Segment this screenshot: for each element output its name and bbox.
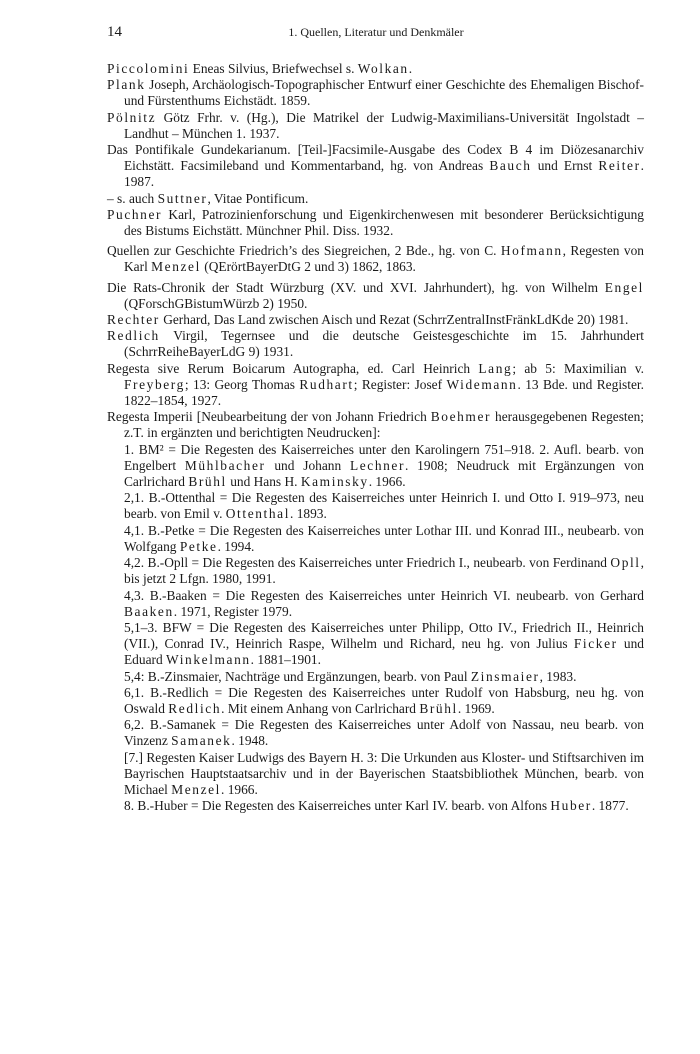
entry-text: , Regesten von Karl bbox=[124, 243, 644, 275]
regesta-sub-entry bbox=[107, 555, 644, 587]
entry-text: Das Pontifikale Gundekarianum. [Teil-]Facsimile-Ausgabe des Codex B 4 im Diözesanarchiv Eichstätt. Facsimileband und Kommentarband, hg. von Andreas bbox=[107, 142, 644, 174]
bibliography-entry bbox=[107, 61, 644, 77]
spaced-author-name: Suttner bbox=[157, 190, 208, 206]
regesta-sub-entry bbox=[107, 669, 644, 685]
bibliography-entry bbox=[107, 312, 644, 328]
entry-text: 4,2. B.-Opll = Die Regesten des Kaiserreiches unter Friedrich I., neubearb. von Ferdinand bbox=[124, 555, 611, 571]
regesta-sub-entry bbox=[107, 685, 644, 717]
spaced-author-name: Kaminsky bbox=[300, 474, 369, 490]
bibliography-entry bbox=[107, 77, 644, 109]
bibliography-entry bbox=[107, 280, 644, 312]
regesta-sub-entry bbox=[107, 490, 644, 522]
entry-text: . 1877. bbox=[591, 798, 629, 814]
spaced-author-name: Samanek bbox=[171, 733, 232, 749]
entry-text: . 1971, Register 1979. bbox=[173, 603, 293, 619]
entry-text: . 1969. bbox=[457, 700, 495, 716]
bibliography-entry bbox=[107, 191, 644, 207]
regesta-sub-entry bbox=[107, 442, 644, 491]
entry-text: 8. B.-Huber = Die Regesten des Kaiserreiches unter Karl IV. bearb. von Alfons bbox=[124, 798, 551, 814]
spaced-author-name: Pölnitz bbox=[107, 109, 157, 125]
spaced-author-name: Mühlbacher bbox=[184, 457, 266, 473]
entry-text: 6,1. B.-Redlich = Die Regesten des Kaiserreiches unter Rudolf von Habsburg, neu hg. von Oswald bbox=[124, 684, 644, 716]
entry-text: und Eduard bbox=[124, 636, 644, 668]
regesta-sub-entry bbox=[107, 750, 644, 799]
spaced-author-name: Puchner bbox=[107, 206, 163, 222]
entry-text: . 1893. bbox=[290, 506, 327, 522]
spaced-author-name: Engel bbox=[604, 279, 644, 295]
bibliography-entries bbox=[107, 61, 644, 442]
entry-text: . 1966. bbox=[221, 781, 258, 797]
spaced-author-name: Plank bbox=[107, 77, 146, 93]
entry-text: ; ab 5: Maximilian v. bbox=[512, 360, 644, 376]
spaced-author-name: Freyberg bbox=[124, 376, 185, 392]
entry-text: Regesta sive Rerum Boicarum Autographa, ed. Carl Heinrich bbox=[107, 360, 479, 376]
spaced-author-name: Lechner bbox=[349, 457, 406, 473]
entry-text: ; Register: Josef bbox=[353, 376, 447, 392]
spaced-author-name: Opll bbox=[610, 555, 641, 571]
bibliography-entry bbox=[107, 328, 644, 360]
entry-text: . Mit einem Anhang von Carlrichard bbox=[221, 700, 420, 716]
spaced-author-name: Hofmann bbox=[500, 243, 563, 259]
page-number: 14 bbox=[107, 24, 122, 40]
entry-text: 1. BM² = Die Regesten des Kaiserreiches unter den Karolingern 751–918. 2. Aufl. bearb. von Engelbert bbox=[124, 441, 644, 473]
bibliography-entry bbox=[107, 409, 644, 441]
spaced-author-name: Redlich bbox=[107, 328, 160, 344]
spaced-author-name: Rechter bbox=[107, 312, 160, 328]
spaced-author-name: Ottenthal bbox=[225, 506, 291, 522]
entry-text: 5,4: B.-Zinsmaier, Nachträge und Ergänzungen, bearb. von Paul bbox=[124, 668, 471, 684]
entry-text: Joseph, Archäologisch-Topographischer Entwurf einer Geschichte des Ehemaligen Bischof- und Fürstenthums Eichstädt. 1859. bbox=[124, 77, 644, 109]
entry-text: 2,1. B.-Ottenthal = Die Regesten des Kaiserreiches unter Heinrich I. und Otto I. 919–973, neu bearb. von Emil v. bbox=[124, 490, 644, 522]
entry-text: . 1948. bbox=[231, 733, 269, 749]
spaced-author-name: Wolkan bbox=[357, 61, 409, 76]
spaced-author-name: Winkelmann bbox=[166, 652, 251, 668]
entry-text: Karl, Patrozinienforschung und Eigenkirchenwesen mit besonderer Berücksichtigung des Bistums Eichstätt. Münchner Phil. Diss. 1932. bbox=[124, 206, 644, 239]
entry-text: herausgegebenen Regesten; z.T. in ergänzten und berichtigten Neudrucken]: bbox=[124, 409, 644, 441]
spaced-author-name: Ficker bbox=[573, 636, 618, 652]
entry-text: (QErörtBayerDtG 2 und 3) 1862, 1863. bbox=[200, 259, 416, 275]
entry-text: 5,1–3. BFW = Die Regesten des Kaiserreiches unter Philipp, Otto IV., Friedrich II., Heinrich (VII.), Conrad IV., Heinrich Raspe, Wilhelm und Richard, neu hg. von Julius bbox=[124, 619, 644, 652]
entry-text: , Vitae Pontificum. bbox=[207, 190, 309, 206]
entry-text: . 1966. bbox=[368, 474, 406, 490]
entry-text: – s. auch bbox=[107, 190, 158, 206]
spaced-author-name: Huber bbox=[550, 798, 592, 814]
spaced-author-name: Lang bbox=[478, 360, 513, 376]
spaced-author-name: Boehmer bbox=[430, 409, 492, 425]
entry-text: und Ernst bbox=[531, 158, 599, 174]
entry-text: Götz Frhr. v. (Hg.), Die Matrikel der Ludwig-Maximilians-Universität Ingolstadt – Landhut – München 1. 1937. bbox=[124, 109, 644, 141]
spaced-author-name: Menzel bbox=[151, 259, 201, 275]
spaced-author-name: Menzel bbox=[171, 781, 221, 797]
spaced-author-name: Brühl bbox=[188, 474, 227, 490]
entry-text: , bis jetzt 2 Lfgn. 1980, 1991. bbox=[124, 555, 644, 587]
entry-text: 6,2. B.-Samanek = Die Regesten des Kaiserreiches unter Adolf von Nassau, neu bearb. von Vinzenz bbox=[124, 717, 644, 749]
spaced-author-name: Baaken bbox=[124, 603, 174, 619]
entry-text: Regesta Imperii [Neubearbeitung der von Johann Friedrich bbox=[107, 409, 431, 425]
bibliography-list bbox=[107, 61, 644, 814]
entry-text: Eneas Silvius, Briefwechsel s. bbox=[189, 61, 358, 76]
entry-text: . 13 Bde. und Register. 1822–1854, 1927. bbox=[124, 376, 644, 409]
bibliography-entry bbox=[107, 207, 644, 239]
bibliography-entry bbox=[107, 361, 644, 410]
spaced-author-name: Widemann bbox=[446, 376, 518, 392]
spaced-author-name: Rudhart bbox=[299, 376, 354, 392]
entry-text: Quellen zur Geschichte Friedrich’s des Siegreichen, 2 Bde., hg. von C. bbox=[107, 243, 501, 259]
entry-text: 4,1. B.-Petke = Die Regesten des Kaiserreiches unter Lothar III. und Konrad III., neubearb. von Wolfgang bbox=[124, 522, 644, 554]
entry-text: Gerhard, Das Land zwischen Aisch und Rezat (SchrrZentralInstFränkLdKde 20) 1981. bbox=[159, 312, 629, 328]
entry-text: 4,3. B.-Baaken = Die Regesten des Kaiserreiches unter Heinrich VI. neubearb. von Gerhard bbox=[124, 587, 644, 603]
regesta-sub-entry bbox=[107, 588, 644, 620]
bibliography-entry bbox=[107, 110, 644, 142]
regesta-sub-entry bbox=[107, 523, 644, 555]
spaced-author-name: Petke bbox=[179, 538, 218, 554]
entry-text: . 1881–1901. bbox=[250, 652, 321, 668]
entry-text: (QForschGBistumWürzb 2) 1950. bbox=[124, 295, 308, 311]
entry-text: , 1983. bbox=[539, 668, 577, 684]
bibliography-entry bbox=[107, 142, 644, 191]
regesta-sub-entry bbox=[107, 798, 644, 814]
page-header bbox=[107, 22, 645, 42]
regesta-sub-entry bbox=[107, 717, 644, 749]
entry-text: [7.] Regesten Kaiser Ludwigs des Bayern H. 3: Die Urkunden aus Kloster- und Stiftsarchiven im Bayrischen Hauptstaatsarchiv und in der Bayerischen Staatsbibliothek München, bearb. von Michael bbox=[124, 749, 644, 797]
spaced-author-name: Brühl bbox=[419, 700, 458, 716]
bibliography-entry bbox=[107, 243, 644, 275]
spaced-author-name: Redlich bbox=[168, 700, 222, 716]
regesta-imperii-sub-entries bbox=[107, 442, 644, 815]
entry-text: Die Rats-Chronik der Stadt Würzburg (XV. und XVI. Jahrhundert), hg. von Wilhelm bbox=[107, 279, 605, 295]
entry-text: Virgil, Tegernsee und die deutsche Geistesgeschichte im 15. Jahrhundert (SchrrReiheBayerLdG 9) 1931. bbox=[124, 328, 644, 360]
entry-text: . bbox=[408, 61, 413, 76]
entry-text: und Hans H. bbox=[226, 474, 301, 490]
entry-text: . 1908; Neudruck mit Ergänzungen von Carlrichard bbox=[124, 457, 644, 490]
running-head: 1. Quellen, Literatur und Denkmäler bbox=[288, 25, 464, 39]
entry-text: . 1987. bbox=[124, 158, 644, 190]
spaced-author-name: Piccolomini bbox=[107, 61, 190, 76]
spaced-author-name: Bauch bbox=[489, 158, 532, 174]
spaced-author-name: Zinsmaier bbox=[470, 668, 540, 684]
entry-text: und Johann bbox=[265, 457, 350, 473]
entry-text: ; 13: Georg Thomas bbox=[184, 376, 300, 392]
spaced-author-name: Reiter bbox=[598, 158, 641, 174]
regesta-sub-entry bbox=[107, 620, 644, 669]
entry-text: . 1994. bbox=[217, 538, 255, 554]
